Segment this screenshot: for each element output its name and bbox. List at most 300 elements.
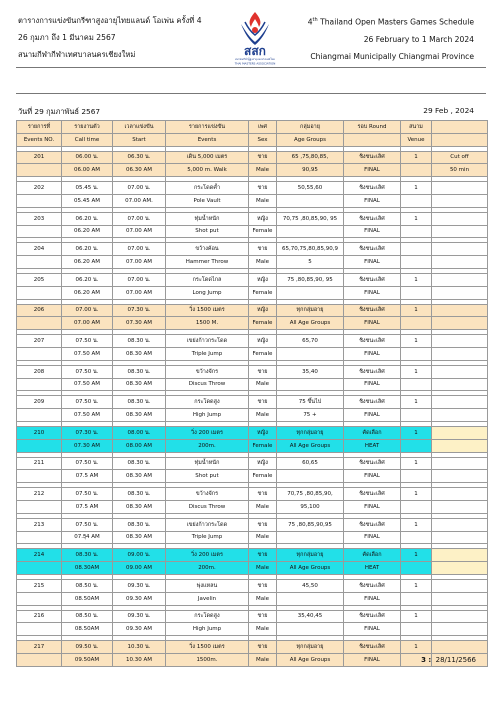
sex: หญิง xyxy=(249,273,277,286)
event-name: Triple Jump xyxy=(166,347,249,360)
age-groups: 45,50 xyxy=(277,579,344,592)
day-th: วันที่ 29 กุมภาพันธ์ 2567 xyxy=(18,107,101,116)
venue: 1 xyxy=(401,365,432,378)
sex: Male xyxy=(249,562,277,575)
header-row-th xyxy=(17,121,488,134)
call-time: 09.50AM xyxy=(62,653,113,666)
round: FINAL xyxy=(344,225,401,238)
date-en: 26 February to 1 March 2024 xyxy=(363,34,474,44)
start-time: 08.30 AM xyxy=(113,378,166,391)
start-time: 08.30 น. xyxy=(113,518,166,531)
col-header-venue: สนาม xyxy=(401,121,432,134)
event-no xyxy=(17,317,62,330)
sex: ชาย xyxy=(249,182,277,195)
age-groups: 75 ขึ้นไป xyxy=(277,396,344,409)
venue: 1 xyxy=(401,151,432,164)
event-no: 208 xyxy=(17,365,62,378)
start-time: 08.30 AM xyxy=(113,531,166,544)
table-row xyxy=(17,653,488,666)
sex: Male xyxy=(249,409,277,422)
table-row xyxy=(17,610,488,623)
table-row xyxy=(17,335,488,348)
sex: หญิง xyxy=(249,426,277,439)
event-no: 216 xyxy=(17,610,62,623)
event-no xyxy=(17,562,62,575)
round: ชิงชนะเลิศ xyxy=(344,243,401,256)
call-time: 08.50 น. xyxy=(62,579,113,592)
table-row xyxy=(17,409,488,422)
day-en: 29 Feb , 2024 xyxy=(423,106,474,115)
event-no: 206 xyxy=(17,304,62,317)
sex: Male xyxy=(249,592,277,605)
note xyxy=(432,194,488,207)
note xyxy=(432,531,488,544)
association-logo xyxy=(232,10,278,66)
call-time: 07.50 น. xyxy=(62,335,113,348)
event-name: วิ่ง 1500 เมตร xyxy=(166,304,249,317)
age-groups: 50,55,60 xyxy=(277,182,344,195)
sex: ชาย xyxy=(249,488,277,501)
col-header-note xyxy=(432,133,488,146)
sex: ชาย xyxy=(249,243,277,256)
event-no: 213 xyxy=(17,518,62,531)
sex: ชาย xyxy=(249,610,277,623)
sex: ชาย xyxy=(249,396,277,409)
round: FINAL xyxy=(344,256,401,269)
table-row xyxy=(17,396,488,409)
event-name: 1500 M. xyxy=(166,317,249,330)
start-time: 09.30 AM xyxy=(113,623,166,636)
age-groups: 70,75 ,80,85,90, 95 xyxy=(277,212,344,225)
event-no xyxy=(17,347,62,360)
age-groups: All Age Groups xyxy=(277,439,344,452)
table-row xyxy=(17,194,488,207)
table-row xyxy=(17,317,488,330)
header-divider xyxy=(16,67,486,68)
age-groups xyxy=(277,378,344,391)
round: FINAL xyxy=(344,164,401,177)
page-footer: 3 : 28/11/2566 xyxy=(421,656,476,664)
note xyxy=(432,304,488,317)
call-time: 07.5 AM xyxy=(62,470,113,483)
note xyxy=(432,592,488,605)
venue: 1 xyxy=(401,488,432,501)
event-no: 214 xyxy=(17,549,62,562)
start-time: 08.30 น. xyxy=(113,457,166,470)
start-time: 08.30 น. xyxy=(113,365,166,378)
venue: 1 xyxy=(401,212,432,225)
event-name: กระโดดค้ำ xyxy=(166,182,249,195)
note xyxy=(432,347,488,360)
sex: Female xyxy=(249,286,277,299)
note xyxy=(432,488,488,501)
round: FINAL xyxy=(344,500,401,513)
table-row xyxy=(17,518,488,531)
sex: Male xyxy=(249,531,277,544)
age-groups xyxy=(277,225,344,238)
age-groups xyxy=(277,531,344,544)
call-time: 07.5ุ4 AM xyxy=(62,531,113,544)
venue: 1 xyxy=(401,426,432,439)
start-time: 07.00 น. xyxy=(113,182,166,195)
round: ชิงชนะเลิศ xyxy=(344,304,401,317)
start-time: 09.00 AM xyxy=(113,562,166,575)
event-no xyxy=(17,531,62,544)
call-time: 05.45 AM xyxy=(62,194,113,207)
call-time: 07.50 AM xyxy=(62,409,113,422)
sex: หญิง xyxy=(249,304,277,317)
event-no: 201 xyxy=(17,151,62,164)
call-time: 06.20 น. xyxy=(62,212,113,225)
age-groups: All Age Groups xyxy=(277,317,344,330)
note xyxy=(432,549,488,562)
age-groups xyxy=(277,470,344,483)
event-no: 204 xyxy=(17,243,62,256)
round: FINAL xyxy=(344,286,401,299)
event-no xyxy=(17,500,62,513)
call-time: 07.50 น. xyxy=(62,365,113,378)
table-row xyxy=(17,286,488,299)
start-time: 09.30 น. xyxy=(113,579,166,592)
venue: 1 xyxy=(401,610,432,623)
call-time: 07.00 น. xyxy=(62,304,113,317)
event-name: กระโดดสูง xyxy=(166,396,249,409)
col-header-round xyxy=(344,133,401,146)
event-name: Shot put xyxy=(166,225,249,238)
col-header-age-groups: Age Groups xyxy=(277,133,344,146)
start-time: 09.00 น. xyxy=(113,549,166,562)
sex: Male xyxy=(249,164,277,177)
col-header-event-name: Events xyxy=(166,133,249,146)
event-no: 211 xyxy=(17,457,62,470)
event-name: 5,000 m. Walk xyxy=(166,164,249,177)
start-time: 07.00 AM xyxy=(113,225,166,238)
table-row xyxy=(17,592,488,605)
note: Cut off xyxy=(432,151,488,164)
round: FINAL xyxy=(344,623,401,636)
col-header-sex: Sex xyxy=(249,133,277,146)
header-divider-lower xyxy=(16,93,486,94)
age-groups: 65,70 xyxy=(277,335,344,348)
event-name: ทุ่มน้ำหนัก xyxy=(166,457,249,470)
event-no xyxy=(17,623,62,636)
round: FINAL xyxy=(344,409,401,422)
venue xyxy=(401,562,432,575)
note xyxy=(432,182,488,195)
note xyxy=(432,212,488,225)
call-time: 06.20 AM xyxy=(62,225,113,238)
age-groups xyxy=(277,286,344,299)
age-groups: 65,70,75,80,85,90,9 xyxy=(277,243,344,256)
sex: หญิง xyxy=(249,457,277,470)
note xyxy=(432,470,488,483)
round: FINAL xyxy=(344,653,401,666)
venue: 1 xyxy=(401,549,432,562)
venue xyxy=(401,194,432,207)
note xyxy=(432,335,488,348)
age-groups: All Age Groups xyxy=(277,562,344,575)
event-no xyxy=(17,409,62,422)
sex: Female xyxy=(249,347,277,360)
event-no: 209 xyxy=(17,396,62,409)
col-header-round: รอบ Round xyxy=(344,121,401,134)
note xyxy=(432,365,488,378)
start-time: 06.30 AM xyxy=(113,164,166,177)
round: ชิงชนะเลิศ xyxy=(344,151,401,164)
call-time: 06.20 น. xyxy=(62,273,113,286)
call-time: 06.20 AM xyxy=(62,256,113,269)
start-time: 06.30 น. xyxy=(113,151,166,164)
call-time: 07.50 น. xyxy=(62,488,113,501)
venue xyxy=(401,470,432,483)
col-header-event-no: รายการที่ xyxy=(17,121,62,134)
sex: หญิง xyxy=(249,212,277,225)
sex: Male xyxy=(249,194,277,207)
event-no xyxy=(17,164,62,177)
event-name: ทุ่มน้ำหนัก xyxy=(166,212,249,225)
round: ชิงชนะเลิศ xyxy=(344,396,401,409)
table-row xyxy=(17,378,488,391)
event-name: กระโดดไกล xyxy=(166,273,249,286)
table-row xyxy=(17,273,488,286)
start-time: 07.00 น. xyxy=(113,273,166,286)
call-time: 06.00 AM xyxy=(62,164,113,177)
start-time: 07.00 น. xyxy=(113,212,166,225)
col-header-age-groups: กลุ่มอายุ xyxy=(277,121,344,134)
event-name: ขว้างจักร xyxy=(166,365,249,378)
table-row xyxy=(17,225,488,238)
event-name: 200m. xyxy=(166,439,249,452)
age-groups xyxy=(277,623,344,636)
age-groups: All Age Groups xyxy=(277,653,344,666)
event-name: กระโดดสูง xyxy=(166,610,249,623)
start-time: 07.30 AM xyxy=(113,317,166,330)
table-row xyxy=(17,500,488,513)
venue xyxy=(401,347,432,360)
table-row xyxy=(17,426,488,439)
venue xyxy=(401,225,432,238)
event-no: 205 xyxy=(17,273,62,286)
table-row xyxy=(17,182,488,195)
venue: 1 xyxy=(401,457,432,470)
age-groups: 75 ,80,85,90,95 xyxy=(277,518,344,531)
event-name: Javelin xyxy=(166,592,249,605)
round: FINAL xyxy=(344,470,401,483)
round: ชิงชนะเลิศ xyxy=(344,212,401,225)
note xyxy=(432,378,488,391)
age-groups: 60,65 xyxy=(277,457,344,470)
table-row xyxy=(17,243,488,256)
round: ชิงชนะเลิศ xyxy=(344,273,401,286)
round: ชิงชนะเลิศ xyxy=(344,518,401,531)
age-groups: ทุกกลุ่มอายุ xyxy=(277,641,344,654)
start-time: 07.00 AM xyxy=(113,256,166,269)
event-no xyxy=(17,470,62,483)
note xyxy=(432,317,488,330)
sex: ชาย xyxy=(249,641,277,654)
age-groups: 90,95 xyxy=(277,164,344,177)
start-time: 07.30 น. xyxy=(113,304,166,317)
event-no xyxy=(17,378,62,391)
col-header-venue: Venue xyxy=(401,133,432,146)
note xyxy=(432,286,488,299)
venue: 1 xyxy=(401,304,432,317)
event-name: High Jump xyxy=(166,623,249,636)
round: ชิงชนะเลิศ xyxy=(344,579,401,592)
call-time: 07.50 น. xyxy=(62,518,113,531)
sex: หญิง xyxy=(249,335,277,348)
sex: ชาย xyxy=(249,549,277,562)
col-header-start-time: Start xyxy=(113,133,166,146)
age-groups: ทุกกลุ่มอายุ xyxy=(277,549,344,562)
start-time: 08.30 AM xyxy=(113,500,166,513)
venue-en: Chiangmai Municipally Chiangmai Province xyxy=(310,51,474,61)
svg-text:THAI MASTERS ASSOCIATION: THAI MASTERS ASSOCIATION xyxy=(234,61,276,66)
note xyxy=(432,243,488,256)
call-time: 06.20 AM xyxy=(62,286,113,299)
age-groups: 5 xyxy=(277,256,344,269)
round: คัดเลือก xyxy=(344,426,401,439)
sex: Male xyxy=(249,500,277,513)
round: ชิงชนะเลิศ xyxy=(344,610,401,623)
venue: 1 xyxy=(401,518,432,531)
event-name: Hammer Throw xyxy=(166,256,249,269)
venue: 1 xyxy=(401,182,432,195)
event-no xyxy=(17,439,62,452)
start-time: 08.30 AM xyxy=(113,347,166,360)
event-no: 212 xyxy=(17,488,62,501)
table-row xyxy=(17,470,488,483)
start-time: 07.00 น. xyxy=(113,243,166,256)
call-time: 08.30 น. xyxy=(62,549,113,562)
start-time: 09.30 น. xyxy=(113,610,166,623)
age-groups: 75 + xyxy=(277,409,344,422)
round: FINAL xyxy=(344,317,401,330)
event-name: High Jump xyxy=(166,409,249,422)
title-en: 4th Thailand Open Masters Games Schedule xyxy=(307,17,474,27)
venue xyxy=(401,286,432,299)
age-groups: 65 ,75,80,85, xyxy=(277,151,344,164)
age-groups: 95,100 xyxy=(277,500,344,513)
venue xyxy=(401,531,432,544)
event-name: เขย่งก้าวกระโดด xyxy=(166,518,249,531)
venue xyxy=(401,623,432,636)
col-header-event-name: รายการแข่งขัน xyxy=(166,121,249,134)
schedule-table xyxy=(16,120,488,667)
col-header-note xyxy=(432,121,488,134)
event-name: Triple Jump xyxy=(166,531,249,544)
table-row xyxy=(17,579,488,592)
table-row xyxy=(17,304,488,317)
round: ชิงชนะเลิศ xyxy=(344,641,401,654)
col-header-event-no: Events NO. xyxy=(17,133,62,146)
age-groups: ทุกกลุ่มอายุ xyxy=(277,426,344,439)
event-name: Shot put xyxy=(166,470,249,483)
header-left xyxy=(18,12,250,63)
start-time: 09.30 AM xyxy=(113,592,166,605)
svg-text:สมาคมกีฬาผู้สูงอายุแห่งประเทศไ: สมาคมกีฬาผู้สูงอายุแห่งประเทศไทย xyxy=(235,58,275,61)
event-name: 1500m. xyxy=(166,653,249,666)
svg-text:สสก: สสก xyxy=(244,44,266,58)
note xyxy=(432,256,488,269)
table-row xyxy=(17,347,488,360)
venue xyxy=(401,500,432,513)
note xyxy=(432,273,488,286)
round: ชิงชนะเลิศ xyxy=(344,182,401,195)
table-row xyxy=(17,212,488,225)
sex: Male xyxy=(249,378,277,391)
start-time: 07.00 AM. xyxy=(113,194,166,207)
venue: 1 xyxy=(401,641,432,654)
note xyxy=(432,396,488,409)
table-row xyxy=(17,457,488,470)
call-time: 06.00 น. xyxy=(62,151,113,164)
event-name: วิ่ง 1500 เมตร xyxy=(166,641,249,654)
call-time: 08.30AM xyxy=(62,562,113,575)
venue xyxy=(401,439,432,452)
start-time: 08.00 AM xyxy=(113,439,166,452)
start-time: 10.30 AM xyxy=(113,653,166,666)
call-time: 07.50 น. xyxy=(62,396,113,409)
venue xyxy=(401,378,432,391)
venue: 1 xyxy=(401,273,432,286)
round: ชิงชนะเลิศ xyxy=(344,335,401,348)
note xyxy=(432,457,488,470)
call-time: 07.50 น. xyxy=(62,457,113,470)
note xyxy=(432,562,488,575)
sex: Female xyxy=(249,225,277,238)
venue xyxy=(401,317,432,330)
event-name: พุ่งแหลน xyxy=(166,579,249,592)
event-no: 215 xyxy=(17,579,62,592)
event-no xyxy=(17,194,62,207)
venue-th: สนามกีฬากีฬาเทศบาลนครเชียงใหม่ xyxy=(18,50,136,59)
round: HEAT xyxy=(344,439,401,452)
sex: ชาย xyxy=(249,151,277,164)
table-row xyxy=(17,531,488,544)
call-time: 07.50 AM xyxy=(62,378,113,391)
round: HEAT xyxy=(344,562,401,575)
call-time: 06.20 น. xyxy=(62,243,113,256)
sex: Female xyxy=(249,470,277,483)
event-no: 210 xyxy=(17,426,62,439)
round: FINAL xyxy=(344,194,401,207)
date-th: 26 กุมภา ถึง 1 มีนาคม 2567 xyxy=(18,33,116,42)
start-time: 08.30 น. xyxy=(113,488,166,501)
age-groups: 35,40 xyxy=(277,365,344,378)
call-time: 09.50 น. xyxy=(62,641,113,654)
event-name: เดิน 5,000 เมตร xyxy=(166,151,249,164)
table-row xyxy=(17,549,488,562)
event-name: วิ่ง 200 เมตร xyxy=(166,426,249,439)
title-th: ตารางการแข่งขันกรีฑาสูงอายุไทยแลนด์ โอเพ่น ครั้งที่ 4 xyxy=(18,16,202,25)
call-time: 08.50AM xyxy=(62,592,113,605)
round: ชิงชนะเลิศ xyxy=(344,488,401,501)
sex: Male xyxy=(249,623,277,636)
age-groups: 70,75 ,80,85,90, xyxy=(277,488,344,501)
age-groups xyxy=(277,592,344,605)
start-time: 07.00 AM xyxy=(113,286,166,299)
note: 50 min xyxy=(432,164,488,177)
sex: ชาย xyxy=(249,579,277,592)
venue xyxy=(401,256,432,269)
call-time: 08.50AM xyxy=(62,623,113,636)
event-name: Pole Vault xyxy=(166,194,249,207)
event-name: 200m. xyxy=(166,562,249,575)
event-name: ขว้างค้อน xyxy=(166,243,249,256)
venue xyxy=(401,592,432,605)
col-header-start-time: เวลาแข่งขัน xyxy=(113,121,166,134)
